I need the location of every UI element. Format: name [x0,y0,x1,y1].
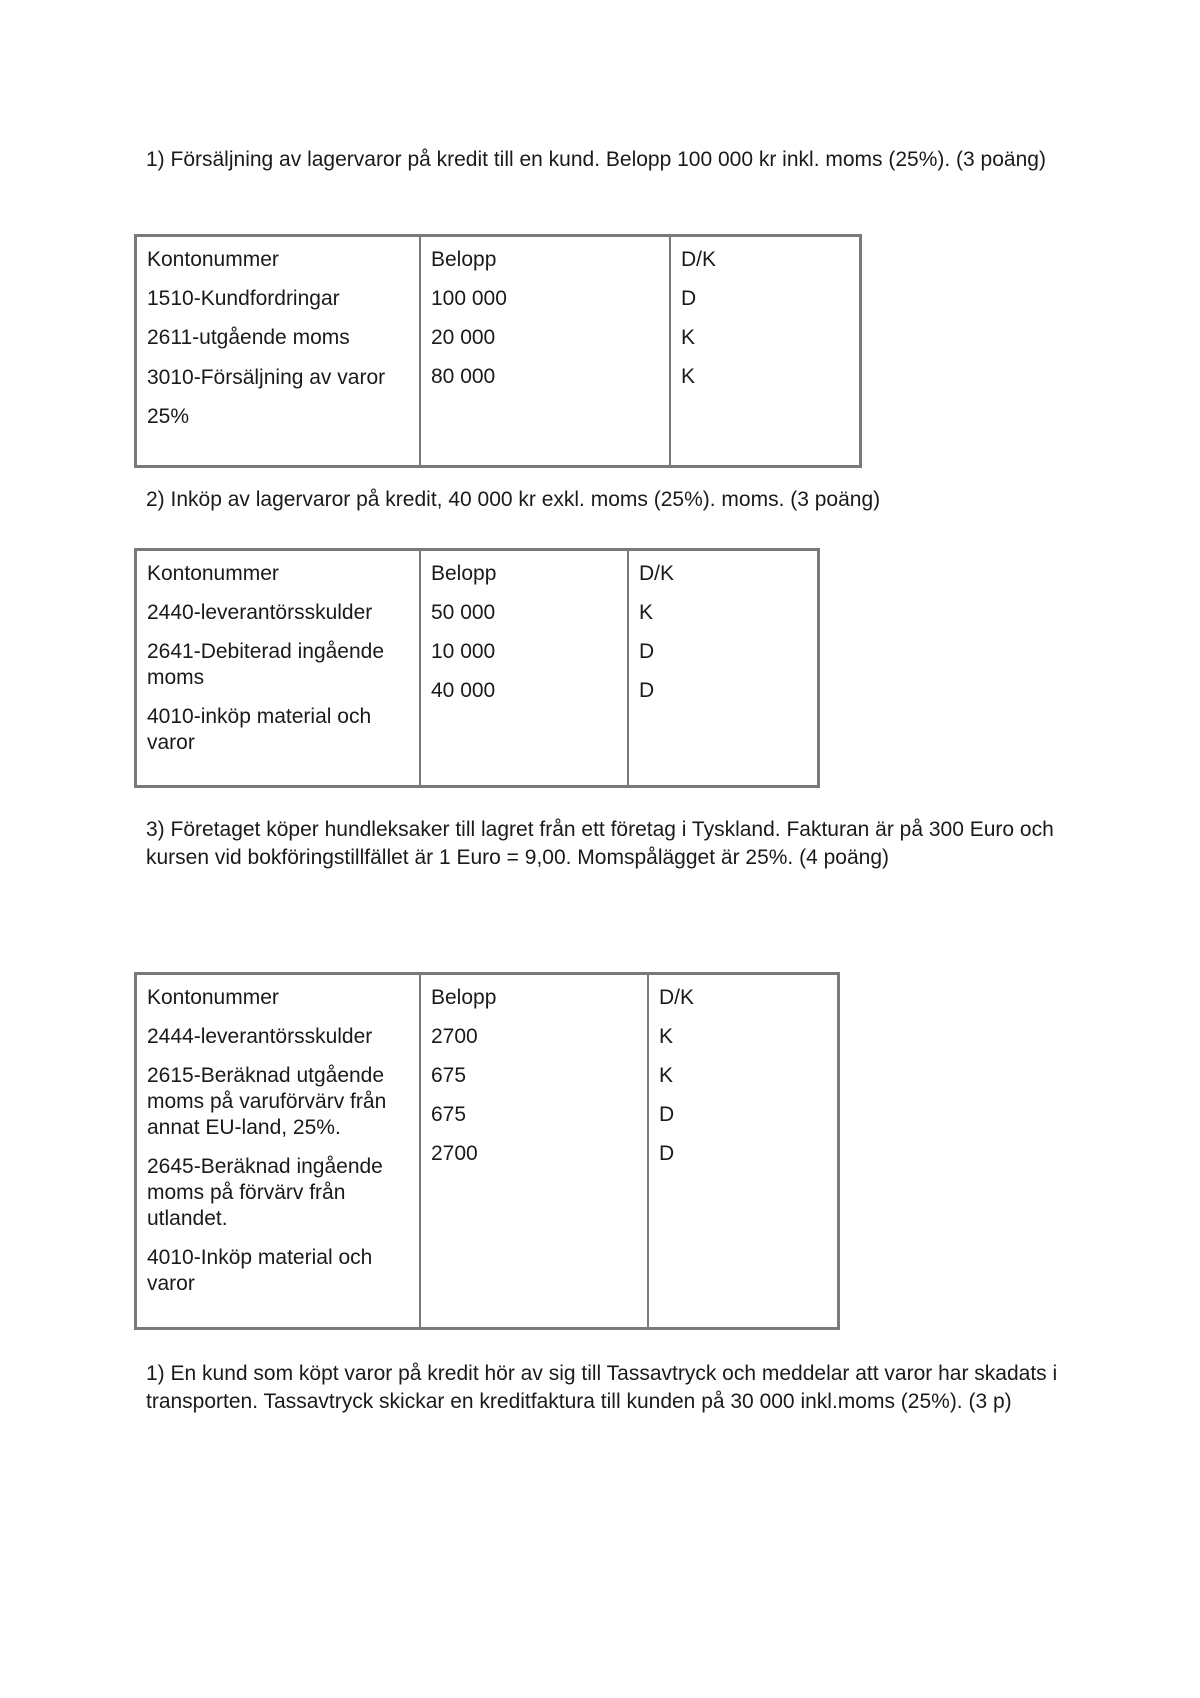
column-header-amount: Belopp [431,986,497,1009]
account-name: 4010-Inköp material och varor [147,1246,373,1295]
dk-value: K [659,1025,674,1048]
amount-value: 20 000 [431,326,496,349]
amount-value: 10 000 [431,640,496,663]
column-header-account: Kontonummer [147,986,279,1009]
question-3-text: 3) Företaget köper hundleksaker till lagret från ett företag i Tyskland. Fakturan är på 300 Euro och kursen vid bokföringstillfället är 1 Euro = 9,00. Momspålägget är 25%. (4 poäng) [146,818,1054,869]
account-name: 2615-Beräknad utgående moms på varuförvärv från annat EU-land, 25%. [147,1064,387,1139]
dk-value: D [659,1142,675,1165]
amount-column [420,974,648,1329]
dk-value: K [681,365,696,388]
dk-column [648,974,839,1329]
account-name: 2440-leverantörsskulder [147,601,373,624]
column-header-dk: D/K [659,986,695,1009]
dk-value: D [681,287,697,310]
account-name: 2611-utgående moms [147,326,350,349]
ledger-table-1 [134,234,862,468]
amount-value: 50 000 [431,601,496,624]
dk-value: D [639,679,655,702]
dk-value: K [681,326,696,349]
column-header-dk: D/K [681,248,717,271]
account-column [136,550,421,787]
dk-value: K [639,601,654,624]
amount-value: 80 000 [431,365,496,388]
ledger-table-3 [134,972,840,1330]
account-column [136,236,421,467]
account-name: 2444-leverantörsskulder [147,1025,373,1048]
column-header-account: Kontonummer [147,248,279,271]
dk-value: D [659,1103,675,1126]
amount-value: 40 000 [431,679,496,702]
account-name: 3010-Försäljning av varor 25% [147,366,386,428]
amount-value: 675 [431,1064,467,1087]
amount-value: 100 000 [431,287,507,310]
amount-column [420,550,628,787]
account-name: 1510-Kundfordringar [147,287,340,310]
column-header-account: Kontonummer [147,562,279,585]
amount-column [420,236,670,467]
dk-column [628,550,819,787]
amount-value: 675 [431,1103,467,1126]
amount-value: 2700 [431,1142,478,1165]
question-2-text: 2) Inköp av lagervaror på kredit, 40 000 kr exkl. moms (25%). moms. (3 poäng) [146,488,881,511]
dk-column [670,236,861,467]
question-1-text: 1) Försäljning av lagervaror på kredit till en kund. Belopp 100 000 kr inkl. moms (25%). (3 poäng) [146,148,1046,171]
account-name: 4010-inköp material och varor [147,705,372,754]
account-name: 2641-Debiterad ingående moms [147,640,385,689]
amount-value: 2700 [431,1025,478,1048]
question-4-text: 1) En kund som köpt varor på kredit hör av sig till Tassavtryck och meddelar att varor har skadats i transporten. Tassavtryck skickar en kreditfaktura till kunden på 30 000 inkl.moms (25%). (3 p) [146,1362,1058,1413]
column-header-amount: Belopp [431,248,497,271]
dk-value: K [659,1064,674,1087]
column-header-dk: D/K [639,562,675,585]
account-name: 2645-Beräknad ingående moms på förvärv från utlandet. [147,1155,383,1230]
column-header-amount: Belopp [431,562,497,585]
dk-value: D [639,640,655,663]
account-column [136,974,421,1329]
ledger-table-2 [134,548,820,788]
